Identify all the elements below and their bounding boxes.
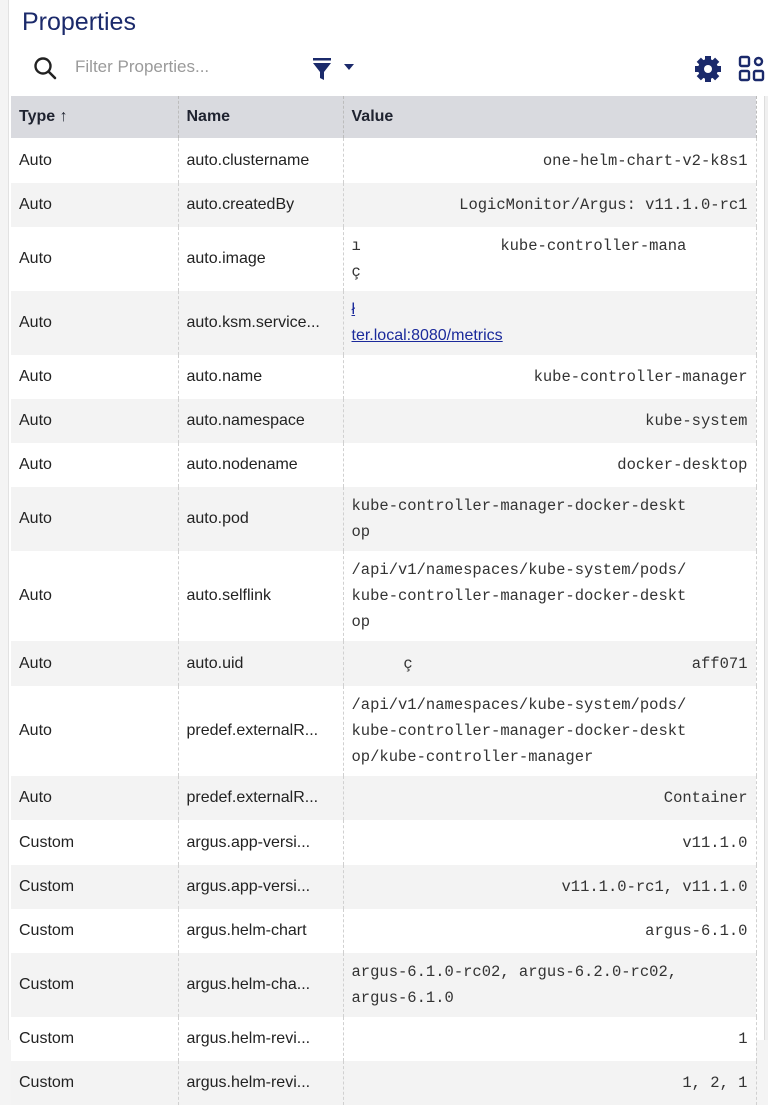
cell-value xyxy=(343,138,756,183)
cell-value xyxy=(343,551,756,641)
filter-properties-input[interactable] xyxy=(75,57,295,77)
cell-name: argus.app-versi... xyxy=(178,865,343,909)
table-row[interactable] xyxy=(11,487,756,551)
value-line: v11.1.0 xyxy=(682,833,748,852)
cell-type: Custom xyxy=(11,820,178,865)
page-title: Properties xyxy=(22,8,136,36)
filter-dropdown-caret-icon[interactable] xyxy=(344,64,354,70)
cell-name: auto.uid xyxy=(178,641,343,686)
table-row[interactable] xyxy=(11,1017,756,1061)
cell-type: Custom xyxy=(11,1061,178,1105)
value-line: LogicMonitor/Argus: v11.1.0-rc1 xyxy=(459,196,748,214)
cell-type: Auto xyxy=(11,227,178,291)
cell-value xyxy=(343,1061,756,1105)
table-row[interactable] xyxy=(11,820,756,865)
cell-value xyxy=(343,183,756,227)
column-header-value[interactable]: Value xyxy=(343,96,756,138)
value-line: ç xyxy=(351,263,361,281)
scrollbar[interactable] xyxy=(764,96,768,1040)
cell-value xyxy=(343,1017,756,1061)
properties-panel xyxy=(8,0,768,1092)
cell-type: Auto xyxy=(11,291,178,355)
table-row[interactable] xyxy=(11,551,756,641)
cell-name: argus.helm-revi... xyxy=(178,1061,343,1105)
value-line: ç aff071 xyxy=(403,654,748,673)
sort-ascending-icon[interactable]: ↑ xyxy=(59,108,68,125)
table-row[interactable] xyxy=(11,355,756,399)
table-row[interactable] xyxy=(11,953,756,1017)
cell-value xyxy=(343,686,756,776)
cell-value xyxy=(343,487,756,551)
cell-name: auto.name xyxy=(178,355,343,399)
cell-type: Custom xyxy=(11,953,178,1017)
column-header-name[interactable]: Name xyxy=(178,96,343,138)
cell-name: predef.externalR... xyxy=(178,686,343,776)
table-row[interactable] xyxy=(11,641,756,686)
cell-value xyxy=(343,865,756,909)
value-line: ı kube-controller-mana xyxy=(351,237,687,255)
cell-name: argus.app-versi... xyxy=(178,820,343,865)
cell-type: Auto xyxy=(11,443,178,487)
value-line: 1, 2, 1 xyxy=(682,1074,748,1092)
cell-value xyxy=(343,953,756,1017)
table-row[interactable] xyxy=(11,443,756,487)
cell-name: argus.helm-chart xyxy=(178,909,343,953)
cell-type: Auto xyxy=(11,776,178,820)
table-row[interactable] xyxy=(11,291,756,355)
cell-name: auto.pod xyxy=(178,487,343,551)
value-link[interactable]: ł xyxy=(351,301,356,318)
cell-name: auto.ksm.service... xyxy=(178,291,343,355)
table-body xyxy=(11,138,756,1105)
cell-type: Auto xyxy=(11,551,178,641)
cell-name: auto.createdBy xyxy=(178,183,343,227)
table-row[interactable] xyxy=(11,138,756,183)
cell-value xyxy=(343,909,756,953)
cell-value xyxy=(343,641,756,686)
table-row[interactable] xyxy=(11,776,756,820)
cell-type: Custom xyxy=(11,865,178,909)
value-line: /api/v1/namespaces/kube-system/pods/ xyxy=(351,696,687,714)
value-line: 1 xyxy=(738,1030,748,1048)
cell-name: argus.helm-revi... xyxy=(178,1017,343,1061)
cell-value xyxy=(343,355,756,399)
value-line: argus-6.1.0 xyxy=(645,922,748,940)
dashboard-settings-icon[interactable] xyxy=(737,54,767,84)
cell-value xyxy=(343,399,756,443)
value-line: op xyxy=(351,523,371,541)
search-icon[interactable] xyxy=(33,56,59,82)
properties-table xyxy=(11,96,757,1105)
cell-type: Auto xyxy=(11,641,178,686)
value-line: Container xyxy=(663,789,748,807)
toolbar xyxy=(9,50,768,90)
cell-name: auto.namespace xyxy=(178,399,343,443)
cell-type: Auto xyxy=(11,399,178,443)
cell-name: argus.helm-cha... xyxy=(178,953,343,1017)
gear-icon[interactable] xyxy=(693,54,723,84)
cell-type: Auto xyxy=(11,355,178,399)
value-link[interactable]: ter.local:8080/metrics xyxy=(351,327,503,344)
value-line: argus-6.1.0-rc02, argus-6.2.0-rc02, xyxy=(351,963,678,981)
value-line: one-helm-chart-v2-k8s1 xyxy=(542,151,748,170)
cell-name: auto.clustername xyxy=(178,138,343,183)
cell-value xyxy=(343,776,756,820)
value-line: op xyxy=(351,613,371,631)
cell-type: Auto xyxy=(11,686,178,776)
table-row[interactable] xyxy=(11,686,756,776)
table-row[interactable] xyxy=(11,1061,756,1105)
cell-value xyxy=(343,291,756,355)
column-header-type[interactable] xyxy=(11,96,178,138)
value-line: kube-controller-manager xyxy=(533,368,748,386)
cell-type: Auto xyxy=(11,487,178,551)
cell-type: Auto xyxy=(11,138,178,183)
cell-name: auto.nodename xyxy=(178,443,343,487)
table-row[interactable] xyxy=(11,865,756,909)
value-line: argus-6.1.0 xyxy=(351,989,454,1007)
cell-value xyxy=(343,443,756,487)
cell-name: auto.selflink xyxy=(178,551,343,641)
cell-name: auto.image xyxy=(178,227,343,291)
cell-type: Auto xyxy=(11,183,178,227)
value-line: /api/v1/namespaces/kube-system/pods/ xyxy=(351,561,687,579)
table-row[interactable] xyxy=(11,183,756,227)
value-line: kube-controller-manager-docker-deskt xyxy=(351,587,687,605)
value-line: kube-controller-manager-docker-deskt xyxy=(351,722,687,740)
table-row[interactable] xyxy=(11,399,756,443)
filter-icon[interactable] xyxy=(311,56,333,82)
table-row[interactable] xyxy=(11,909,756,953)
type-header-label: Type xyxy=(19,108,56,125)
value-line: kube-controller-manager-docker-deskt xyxy=(351,497,687,515)
cell-type: Custom xyxy=(11,1017,178,1061)
value-line: op/kube-controller-manager xyxy=(351,748,594,766)
table-row[interactable] xyxy=(11,227,756,291)
cell-value xyxy=(343,227,756,291)
value-line: kube-system xyxy=(645,412,748,430)
cell-type: Custom xyxy=(11,909,178,953)
cell-value xyxy=(343,820,756,865)
cell-name: predef.externalR... xyxy=(178,776,343,820)
value-line: docker-desktop xyxy=(617,456,748,474)
value-line: v11.1.0-rc1, v11.1.0 xyxy=(561,878,748,896)
